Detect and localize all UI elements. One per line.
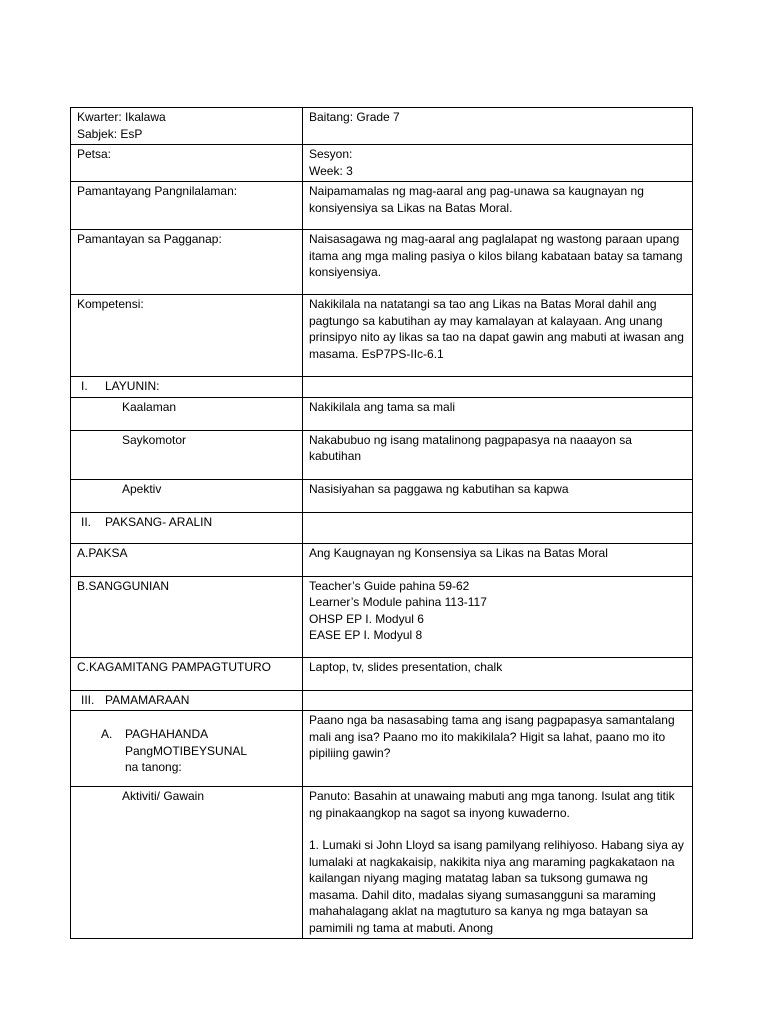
table-row bbox=[71, 512, 693, 543]
table-row bbox=[71, 543, 693, 576]
motivational-questions-text: Paano nga ba nasasabing tama ang isang pagpapasya samantalang mali ang isa? Paano mo ito makikilala? Higit sa lahat, paano mo ito pipiliing gawin? bbox=[303, 711, 693, 787]
objective-text: Nakikilala ang tama sa mali bbox=[303, 397, 693, 430]
objective-label: Kaalaman bbox=[71, 397, 303, 430]
subsection-letter: A. bbox=[101, 727, 113, 741]
section-heading: PAMAMARAAN bbox=[105, 692, 190, 707]
label-cell: A.PAKSA bbox=[71, 543, 303, 576]
section-heading: PAKSANG- ARALIN bbox=[105, 514, 213, 529]
subsection-heading: PAGHAHANDA bbox=[125, 727, 209, 741]
section-number: II. bbox=[81, 514, 92, 529]
label-cell: C.KAGAMITANG PAMPAGTUTURO bbox=[71, 657, 303, 690]
question-item: 1. Lumaki si John Lloyd sa isang pamilyang relihiyoso. Habang siya ay lumalaki at nagkakaisip, nakikita niya ang maraming pagkakataon na kailangan niyang maging matatag laban sa tuksong gumawa ng masama. Dahil dito, madalas siyang sumasangguni sa maraming mahahalagang aklat na magtuturo sa kanya ng mga batayan sa pamimili ng tama at mabuti. Anong bbox=[309, 838, 684, 935]
table-row bbox=[71, 182, 693, 230]
value-cell bbox=[303, 108, 693, 145]
quarter-label: Kwarter: Ikalawa bbox=[77, 110, 166, 124]
subject-label: Sabjek: EsP bbox=[77, 126, 143, 141]
performance-standard-text: Naisasagawa ng mag-aaral ang paglalapat ng wastong paraan upang itama ang mga maling pasiya o kilos bilang kabataan batay sa tamang konsiyensiya. bbox=[303, 230, 693, 295]
label-cell: B.SANGGUNIAN bbox=[71, 576, 303, 657]
objective-label: Saykomotor bbox=[71, 430, 303, 479]
table-row bbox=[71, 397, 693, 430]
label-cell: Kompetensi: bbox=[71, 295, 303, 377]
motivational-label: PangMOTIBEYSUNAL bbox=[125, 743, 248, 758]
reference-item: OHSP EP I. Modyul 6 bbox=[309, 611, 424, 626]
value-cell bbox=[303, 377, 693, 398]
section-heading-cell bbox=[71, 512, 303, 543]
table-row bbox=[71, 479, 693, 512]
reference-list bbox=[303, 576, 693, 657]
table-row bbox=[71, 108, 693, 145]
label-cell bbox=[71, 145, 303, 182]
reference-item: Learner’s Module pahina 113-117 bbox=[309, 595, 487, 609]
objective-text: Nakabubuo ng isang matalinong pagpapasya na naaayon sa kabutihan bbox=[303, 430, 693, 479]
value-cell bbox=[303, 690, 693, 711]
objective-text: Nasisiyahan sa paggawa ng kabutihan sa kapwa bbox=[303, 479, 693, 512]
table-row bbox=[71, 230, 693, 295]
reference-item: Teacher’s Guide pahina 59-62 bbox=[309, 578, 470, 593]
table-row bbox=[71, 145, 693, 182]
preparation-cell bbox=[71, 711, 303, 787]
grade-level: Baitang: Grade 7 bbox=[309, 110, 400, 124]
topic-text: Ang Kaugnayan ng Konsensiya sa Likas na Batas Moral bbox=[303, 543, 693, 576]
table-row bbox=[71, 430, 693, 479]
section-heading-cell bbox=[71, 377, 303, 398]
reference-item: EASE EP I. Modyul 8 bbox=[309, 628, 423, 642]
lesson-plan-page bbox=[70, 107, 692, 939]
lesson-plan-table bbox=[70, 107, 693, 939]
table-row bbox=[71, 576, 693, 657]
table-row bbox=[71, 787, 693, 939]
value-cell bbox=[303, 145, 693, 182]
label-cell: Pamantayang Pangnilalaman: bbox=[71, 182, 303, 230]
competency-text: Nakikilala na natatangi sa tao ang Likas na Batas Moral dahil ang pagtungo sa kabutihan ay may kamalayan at kalayaan. Ang unang prinsipyo nito ay likas sa tao na dapat gawin ang mabuti at iwasan ang masama. EsP7PS-IIc-6.1 bbox=[303, 295, 693, 377]
week-label: Week: 3 bbox=[309, 163, 353, 178]
question-label: na tanong: bbox=[125, 760, 182, 774]
activity-label: Aktiviti/ Gawain bbox=[71, 787, 303, 939]
activity-content bbox=[303, 787, 693, 939]
section-number: III. bbox=[81, 692, 95, 707]
session-label: Sesyon: bbox=[309, 147, 353, 161]
table-row bbox=[71, 690, 693, 711]
value-cell bbox=[303, 512, 693, 543]
section-number: I. bbox=[81, 379, 88, 393]
label-cell bbox=[71, 108, 303, 145]
label-cell: Pamantayan sa Pagganap: bbox=[71, 230, 303, 295]
date-label: Petsa: bbox=[77, 147, 112, 161]
section-heading-cell bbox=[71, 690, 303, 711]
table-row bbox=[71, 377, 693, 398]
objective-label: Apektiv bbox=[71, 479, 303, 512]
content-standard-text: Naipamamalas ng mag-aaral ang pag-unawa sa kaugnayan ng konsiyensiya sa Likas na Batas Moral. bbox=[303, 182, 693, 230]
materials-text: Laptop, tv, slides presentation, chalk bbox=[303, 657, 693, 690]
table-row bbox=[71, 295, 693, 377]
table-row bbox=[71, 657, 693, 690]
table-row bbox=[71, 711, 693, 787]
section-heading: LAYUNIN: bbox=[105, 379, 160, 393]
instructions-text: Panuto: Basahin at unawaing mabuti ang mga tanong. Isulat ang titik ng pinakaangkop na sagot sa inyong kuwaderno. bbox=[309, 789, 675, 820]
